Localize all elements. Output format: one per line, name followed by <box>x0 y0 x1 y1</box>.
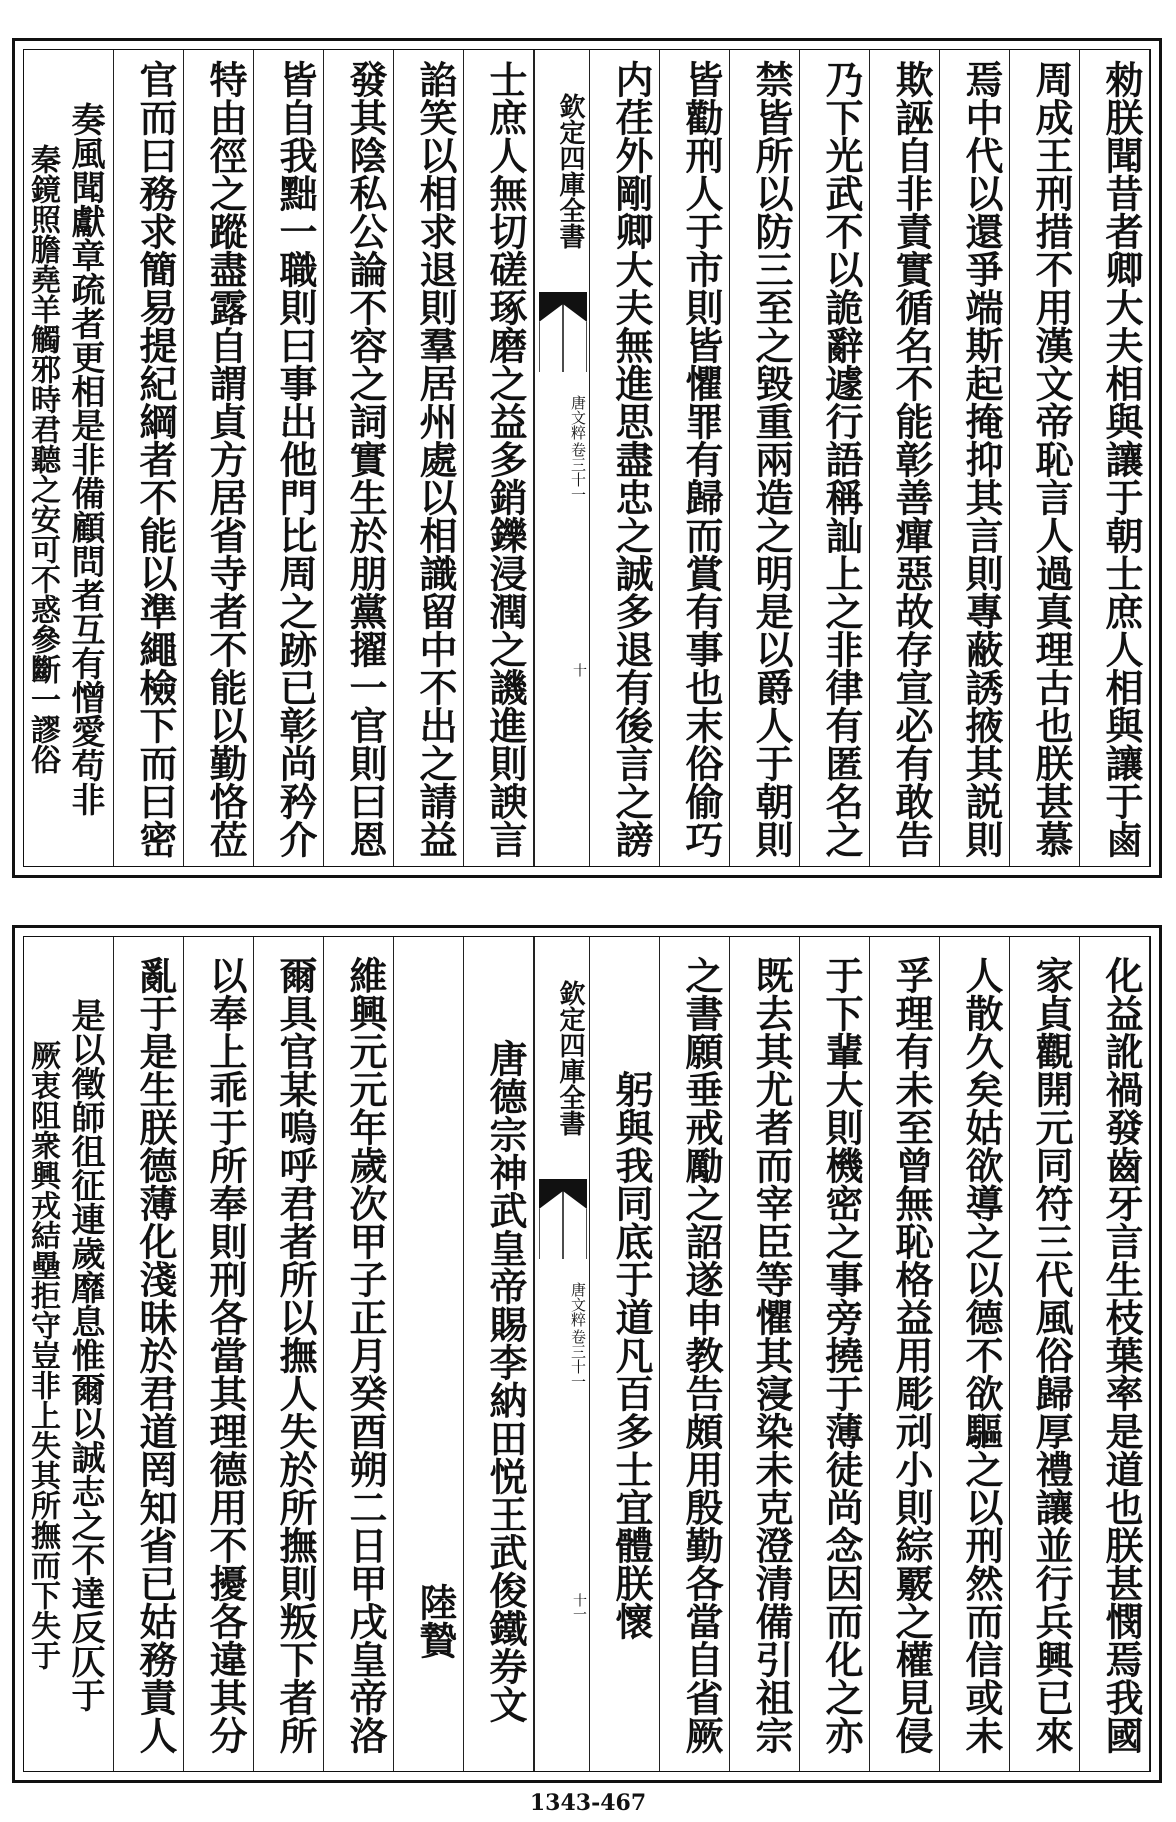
column-text: 士庶人無切磋琢磨之益多銷鑠浸潤之譏進則諛言 <box>483 60 528 858</box>
author-column <box>394 937 464 1771</box>
document-title: 唐德宗神武皇帝賜李納田悦王武俊鐵券文 <box>483 1039 528 1723</box>
text-column <box>940 50 1010 866</box>
text-column <box>940 937 1010 1771</box>
text-column <box>660 937 730 1771</box>
volume-label <box>535 388 589 508</box>
text-column <box>1080 937 1150 1771</box>
text-column <box>254 50 324 866</box>
text-column <box>800 937 870 1771</box>
column-text: 皆自我黜一職則曰事出他門比周之跡已彰尚矜介 <box>273 60 318 858</box>
column-text: 乃下光武不以詭辭遽行語稱訕上之非律有匿名之 <box>819 60 864 858</box>
column-text: 維興元元年歲次甲子正月癸酉朔二日甲戌皇帝洛 <box>343 956 388 1754</box>
volume-number: 卷三十一 <box>569 441 587 502</box>
text-column <box>114 50 184 866</box>
column-text: 禁皆所以防三至之毀重兩造之明是以爵人于朝則 <box>749 60 794 858</box>
column-text: 秦鏡照膽堯羊觸邪時君聽之安可不惑參斷一謬俗 <box>25 144 60 774</box>
column-text: 厥衷阻衆興戎結壘拒守豈非上失其所撫而下失于 <box>25 1040 60 1670</box>
book-title: 欽定四庫全書 <box>555 93 585 249</box>
column-text: 孚理有未至曾無恥格益用彫刓小則綜覈之權見侵 <box>889 956 934 1754</box>
collection-name: 唐文粹 <box>569 394 587 440</box>
text-column <box>730 937 800 1771</box>
top-page <box>12 38 1162 878</box>
text-column <box>324 937 394 1771</box>
top-page-frame <box>23 49 1151 867</box>
text-column <box>22 50 62 866</box>
column-text: 人散久矣姑欲導之以德不欲驅之以刑然而信或未 <box>959 956 1004 1754</box>
column-text: 發其陰私公論不容之詞實生於朋黨擢一官則曰恩 <box>343 60 388 858</box>
collection-name: 唐文粹 <box>569 1281 587 1327</box>
column-text: 爾具官某嗚呼君者所以撫人失於所撫則叛下者所 <box>273 956 318 1754</box>
text-column <box>1010 937 1080 1771</box>
leaf-number: 十一 <box>571 1593 587 1621</box>
page-gutter <box>534 50 590 866</box>
text-column <box>464 50 534 866</box>
column-text: 勑朕聞昔者卿大夫相與讓于朝士庶人相與讓于鹵 <box>1099 60 1144 858</box>
column-text: 既去其尤者而宰臣等懼其寖染未克澄清備引祖宗 <box>749 956 794 1754</box>
bottom-page-frame <box>23 936 1151 1772</box>
column-text: 特由徑之蹤盡露自謂貞方居省寺者不能以勤恪莅 <box>203 60 248 858</box>
text-column <box>114 937 184 1771</box>
volume-number: 卷三十一 <box>569 1328 587 1389</box>
column-text: 于下輩大則機密之事旁撓于薄徒尚念因而化之亦 <box>819 956 864 1754</box>
column-text: 奏風聞獻章疏者更相是非備顧問者互有憎愛苟非 <box>65 102 105 816</box>
column-text: 化益訛禍發齒牙言生枝葉率是道也朕甚憫焉我國 <box>1099 956 1144 1754</box>
column-text: 周成王刑措不用漢文帝恥言人過真理古也朕甚慕 <box>1029 60 1074 858</box>
column-text: 亂于是生朕德薄化淺昧於君道罔知省已姑務責人 <box>133 956 178 1754</box>
column-text: 躬與我同底于道凡百多士宜體朕懷 <box>609 1070 654 1640</box>
column-text: 之書願垂戒勵之詔遂申教告頗用殷勤各當自省厥 <box>679 956 724 1754</box>
text-column <box>394 50 464 866</box>
book-title: 欽定四庫全書 <box>555 980 585 1136</box>
text-column <box>184 937 254 1771</box>
page-gutter <box>534 937 590 1771</box>
text-column <box>730 50 800 866</box>
text-column <box>22 937 62 1771</box>
column-text: 焉中代以還爭端斯起掩抑其言則專蔽誘掖其説則 <box>959 60 1004 858</box>
text-column <box>590 937 660 1771</box>
text-column <box>254 937 324 1771</box>
text-column <box>62 50 114 866</box>
text-column <box>1010 50 1080 866</box>
column-text: 諂笑以相求退則羣居州處以相識留中不出之請益 <box>413 60 458 858</box>
text-column <box>184 50 254 866</box>
volume-label <box>535 1275 589 1395</box>
title-column <box>464 937 534 1771</box>
page-number: 1343-467 <box>529 1790 647 1816</box>
fishtail-mark-icon <box>539 292 587 372</box>
text-column <box>1080 50 1150 866</box>
text-column <box>870 937 940 1771</box>
text-column <box>590 50 660 866</box>
text-column <box>800 50 870 866</box>
column-text: 以奉上乖于所奉則刑各當其理德用不擾各違其分 <box>203 956 248 1754</box>
column-text: 皆勸刑人于市則皆懼罪有歸而賞有事也末俗偷巧 <box>679 60 724 858</box>
column-text: 欺誣自非責實循名不能彰善癉惡故存宣必有敢告 <box>889 60 934 858</box>
column-text: 家貞觀開元同符三代風俗歸厚禮讓並行兵興已來 <box>1029 956 1074 1754</box>
fishtail-mark-icon <box>539 1179 587 1259</box>
text-column <box>324 50 394 866</box>
leaf-number: 十 <box>571 663 587 677</box>
text-column <box>870 50 940 866</box>
column-text: 是以徵師徂征連歲靡息惟爾以誠志之不達反仄于 <box>65 998 105 1712</box>
author-name: 陸贄 <box>413 1583 458 1659</box>
text-column <box>660 50 730 866</box>
column-text: 官而曰務求簡易提紀綱者不能以準繩檢下而曰密 <box>133 60 178 858</box>
bottom-page <box>12 925 1162 1783</box>
text-column <box>62 937 114 1771</box>
column-text: 内荏外剛卿大夫無進思盡忠之誠多退有後言之謗 <box>609 60 654 858</box>
